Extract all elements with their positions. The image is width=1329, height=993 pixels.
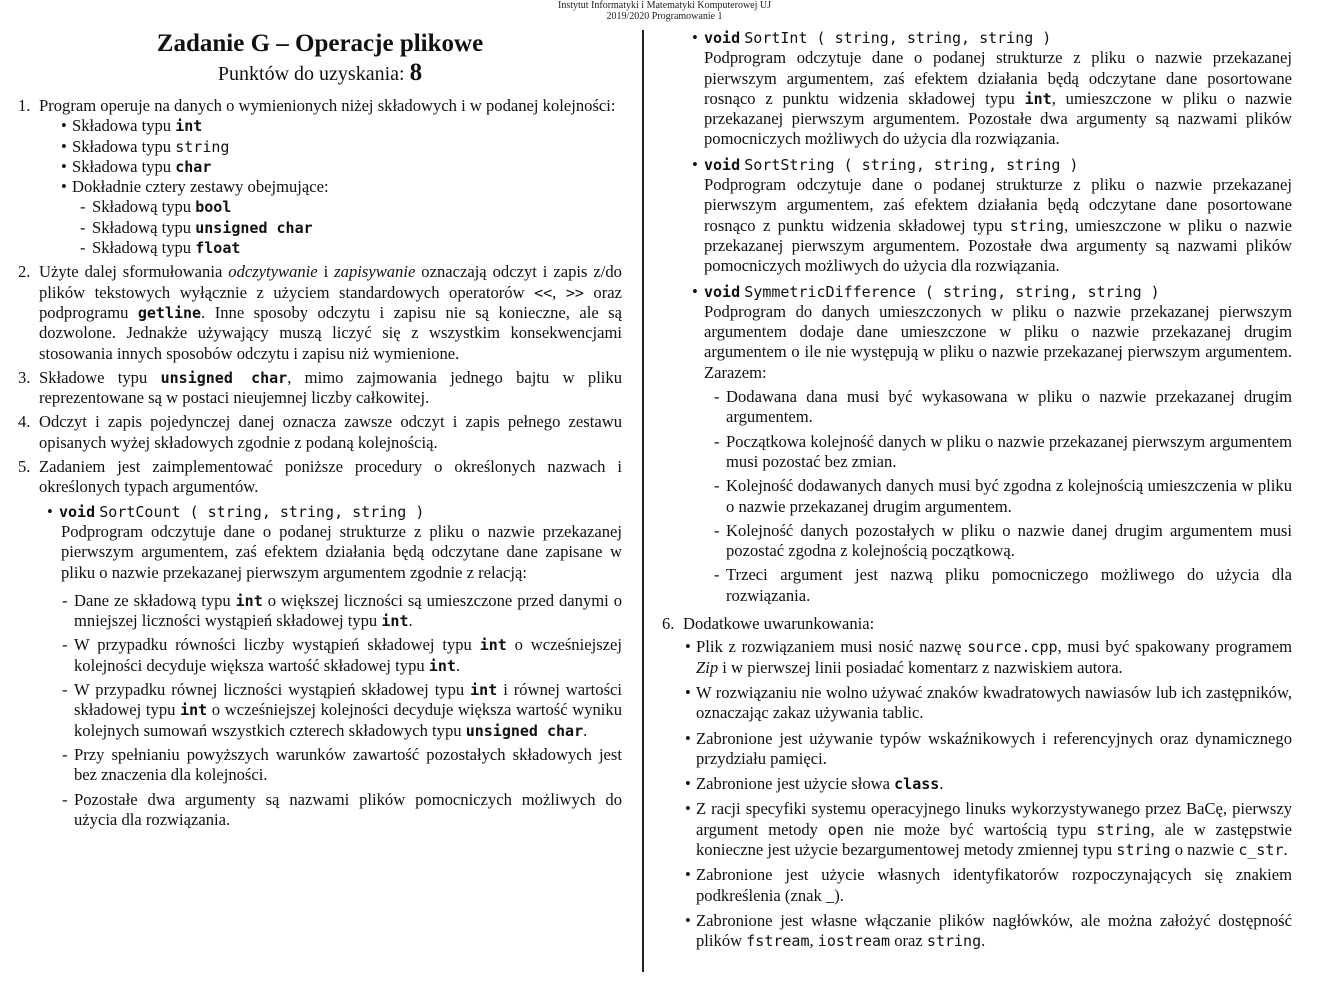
item-1 <box>18 96 622 258</box>
item-2 <box>18 262 622 363</box>
type-name: int <box>381 612 409 631</box>
type-name: string <box>1096 820 1151 839</box>
type-name: int <box>235 591 263 610</box>
keyword: class <box>894 775 940 794</box>
type-name: int <box>428 656 456 675</box>
item-1-sublist <box>59 197 622 258</box>
text: Składowe typu <box>39 367 148 387</box>
points-line <box>18 59 622 88</box>
text: , <box>809 931 814 951</box>
type-name: int <box>470 681 498 700</box>
item-number: 5. <box>18 457 31 477</box>
list-item: • Zabronione jest używanie typów wskaźnikowych i referencyjnych oraz dynamicznego przydziału pamięci. <box>683 729 1292 770</box>
list-item <box>79 197 622 217</box>
procedure-description: Podprogram odczytuje dane o podanej strukturze z pliku o nazwie przekazanej pierwszym argumentem, zaś efektem działania będą odczytane dane zapisane w pliku o nazwie przekazanej pierwszym argumentem zgodnie z relacją: <box>61 521 622 582</box>
type-name: unsigned char <box>465 721 584 740</box>
text: i równej wartości składowej typu <box>74 680 622 720</box>
text: Zabronione jest użycie słowa <box>696 774 890 794</box>
list-item-text: Dokładnie cztery zestawy obejmujące: <box>72 177 329 197</box>
item-6-text: Dodatkowe uwarunkowania: <box>683 614 875 634</box>
list-item: - Dodawana dana musi być wykasowana w pliku o nazwie przekazanej drugim argumentem. <box>713 387 1292 428</box>
list-item <box>683 774 1292 794</box>
text: W przypadku równej liczności wystąpień składowej typu <box>74 680 465 700</box>
text: , <box>552 282 557 302</box>
text: oraz <box>894 931 923 951</box>
procedure-description: Podprogram do danych umieszczonych w pliku o nazwie przekazanej pierwszym argumentem dodaje dane umieszczone w pliku o nazwie przekazanej drugim argumentem o ile nie występują w pliku o nazwie przekazanej pierwszym argumentem. Zarazem: <box>704 301 1292 382</box>
procedure-description <box>692 48 1292 149</box>
header-course: 2019/2020 Programowanie 1 <box>606 11 723 22</box>
list-item: - Przy spełnianiu powyższych warunków zawartość pozostałych składowych jest bez znaczenia dla kolejności. <box>61 745 622 786</box>
signature: SortInt ( string, string, string ) <box>744 29 1052 47</box>
type-name: string <box>1009 216 1065 235</box>
text: o nazwie <box>1174 839 1235 859</box>
right-column <box>662 28 1292 956</box>
item-4 <box>18 412 622 453</box>
text: , musi być spakowany programem <box>1057 637 1292 657</box>
text: , umieszczone w pliku o nazwie przekazanej pierwszym argumentem. Pozostałe dwa argumenty są nazwami plików pomocniczych możliwych do użycia dla rozwiązania. <box>704 215 1292 276</box>
procedure-description <box>692 175 1292 276</box>
file-name: fstream <box>746 932 810 951</box>
list-item <box>59 157 622 177</box>
method-name: c_str <box>1238 840 1284 859</box>
method-name: open <box>827 820 864 839</box>
list-item: - Początkowa kolejność danych w pliku o nazwie przekazanej pierwszym argumentem musi pozostać bez zmian. <box>713 432 1292 473</box>
item-4-text: Odczyt i zapis pojedynczej danej oznacza zawsze odczyt i zapis pełnego zestawu opisanych wyżej składowych zgodnie z podaną kolejnością. <box>39 412 622 452</box>
item-number: 1. <box>18 96 31 115</box>
procedure-signature <box>692 28 1292 48</box>
item-number: 3. <box>18 367 31 387</box>
type-name: float <box>195 239 241 258</box>
type-name: int <box>479 636 507 655</box>
text: . <box>583 720 588 740</box>
procedure-signature <box>47 502 622 522</box>
text: Podprogram odczytuje dane o podanej strukturze z pliku o nazwie przekazanej pierwszym argumentem, zaś efektem działania będą odczytane dane posortowane rosnąco z punktu widzenia składowej typu <box>704 175 1292 235</box>
procedure-signature <box>692 155 1292 175</box>
text: oznaczają odczyt i zapis z/do plików tekstowych wyłącznie z użyciem standardowych operatorów <box>39 262 622 302</box>
emphasis: odczytywanie <box>228 262 318 282</box>
item-3-text <box>39 368 622 409</box>
list-item <box>59 137 622 157</box>
list-item <box>79 218 622 238</box>
list-item <box>61 635 622 676</box>
item-1-list <box>39 116 622 258</box>
list-item: - Kolejność dodawanych danych musi być zgodna z kolejnością umieszczenia w pliku o nazwie przekazanej drugim argumentem. <box>713 476 1292 517</box>
text: Plik z rozwiązaniem musi nosić nazwę <box>696 637 962 657</box>
code: >> <box>565 283 584 302</box>
list-item: - Trzeci argument jest nazwą pliku pomocniczego możliwego do użycia dla rozwiązania. <box>713 565 1292 606</box>
list-item-text: Składowa typu <box>72 136 172 156</box>
text: Zabronione jest własne włączanie plików nagłówków, ale można założyć dostępność plików <box>696 910 1292 951</box>
type-name: string <box>175 137 230 156</box>
procedure-sortstring <box>662 155 1292 277</box>
file-name: iostream <box>817 932 891 951</box>
file-name: string <box>926 932 982 951</box>
keyword: void <box>704 155 741 174</box>
points-label: Punktów do uzyskania: <box>217 63 405 85</box>
list-item: • Zabronione jest użycie własnych identyfikatorów rozpoczynających się znakiem podkreślenia (znak _). <box>683 865 1292 906</box>
list-item <box>59 116 622 136</box>
item-3 <box>18 368 622 409</box>
type-name: bool <box>195 198 232 217</box>
relation-list <box>47 591 622 830</box>
emphasis: zapisywanie <box>334 262 416 282</box>
type-name: unsigned char <box>195 218 313 237</box>
procedure-signature <box>692 282 1292 302</box>
page-header <box>0 0 1329 22</box>
list-item: - Kolejność danych pozostałych w pliku o nazwie danej drugim argumentem musi pozostać zgodna z kolejnością początkową. <box>713 521 1292 562</box>
text: , ale w zastępstwie konieczne jest użycie bezargumentowej metody zmiennej typu <box>696 819 1293 859</box>
type-name: string <box>1116 840 1171 859</box>
type-name: int <box>175 117 203 136</box>
signature: SortString ( string, string, string ) <box>744 155 1079 174</box>
item-number: 2. <box>18 262 31 282</box>
list-item <box>61 680 622 741</box>
signature: SortCount ( string, string, string ) <box>99 502 425 521</box>
text: , umieszczone w pliku o nazwie przekazanej pierwszym argumentem. Pozostałe dwa argumenty są nazwami plików pomocniczych możliwych do użycia dla rozwiązania. <box>704 88 1292 149</box>
signature: SymmetricDifference ( string, string, string ) <box>744 282 1160 301</box>
header-institute: Instytut Informatyki i Matematyki Komputerowej UJ <box>557 0 772 11</box>
text: o większej liczności są umieszczone przed danymi o mniejszej liczności wystąpień składowej typu <box>74 590 622 631</box>
type-name: char <box>175 157 212 176</box>
list-item <box>683 799 1292 860</box>
text: Z racji specyfiki systemu operacyjnego linuks wykorzystywanego przez BaCę, pierwszy argument metody <box>696 799 1292 839</box>
list-item: - Pozostałe dwa argumenty są nazwami plików pomocniczych możliwych do użycia dla rozwiązania. <box>61 790 622 831</box>
code: getline <box>137 303 202 322</box>
list-item-text: Składowa typu <box>72 116 172 136</box>
item-number: 6. <box>662 614 675 634</box>
text: . <box>939 774 944 794</box>
item-5 <box>18 457 622 830</box>
emphasis: Zip <box>696 657 719 677</box>
keyword: void <box>704 282 741 301</box>
text: Użyte dalej sformułowania <box>39 262 223 282</box>
list-item <box>683 911 1292 952</box>
text: nie może być wartością typu <box>873 819 1087 839</box>
text: Dane ze składową typu <box>74 590 231 610</box>
keyword: void <box>59 502 96 521</box>
text: , mimo zajmowania jednego bajtu w pliku reprezentowane są w postaci nieujemnej liczby całkowitej. <box>39 367 623 408</box>
procedure-sortcount <box>39 502 622 830</box>
column-divider <box>642 30 644 972</box>
list-item <box>61 591 622 632</box>
procedure-sortint <box>662 28 1292 150</box>
item-1-text: Program operuje na danych o wymienionych niżej składowych i w podanej kolejności: <box>39 96 616 115</box>
item-5-text: Zadaniem jest zaimplementować poniższe procedury o określonych nazwach i określonych typach argumentów. <box>39 457 622 497</box>
text: i w pierwszej linii posiadać komentarz z nazwiskiem autora. <box>722 657 1123 677</box>
list-item: • W rozwiązaniu nie wolno używać znaków kwadratowych nawiasów lub ich zastępników, oznaczając zakaz używania tablic. <box>683 683 1292 724</box>
list-item-text: Składową typu <box>92 238 192 258</box>
list-item <box>79 238 622 258</box>
page-title: Zadanie G – Operacje plikowe <box>156 30 484 57</box>
text: W przypadku równości liczby wystąpień składowej typu <box>74 635 472 655</box>
text: . Inne sposoby odczytu i zapisu nie są konieczne, ale są dozwolone. Jednakże używający muszą liczyć się z wszystkim konsekwencjami stosowania innych sposobów odczytu i zapisu niż wymienione. <box>39 302 622 363</box>
list-item-text: Składową typu <box>92 217 192 237</box>
text: oraz podprogramu <box>39 282 622 322</box>
list-item-text: Składowa typu <box>72 156 172 176</box>
text: o wcześniejszej kolejności decyduje większa wartość wyniku kolejnych sumowań wszystkich czterech składowych typu <box>74 700 623 740</box>
type-name: int <box>180 701 208 720</box>
text: o wcześniejszej kolejności decyduje większa wartość składowej typu <box>74 635 622 675</box>
item-6 <box>662 614 1292 951</box>
item-number: 4. <box>18 412 31 432</box>
keyword: void <box>704 29 741 47</box>
text: i <box>323 262 329 282</box>
item-2-text <box>39 262 622 363</box>
text: . <box>981 931 986 951</box>
list-item <box>683 637 1292 678</box>
type-name: unsigned char <box>160 368 288 387</box>
list-item <box>59 177 622 197</box>
procedure-symmetricdifference <box>662 282 1292 606</box>
list-item-text: Składową typu <box>92 197 192 217</box>
text: Podprogram odczytuje dane o podanej strukturze z pliku o nazwie przekazanej pierwszym argumentem, zaś efektem działania będą odczytane dane posortowane rosnąco z punktu widzenia składowej typu <box>704 48 1292 108</box>
file-name: source.cpp <box>967 638 1058 657</box>
left-column <box>18 28 622 834</box>
item-6-list <box>683 637 1292 951</box>
text: . <box>1283 839 1288 859</box>
text: . <box>455 655 461 675</box>
type-name: int <box>1024 89 1052 108</box>
code: << <box>534 283 553 302</box>
symdiff-conditions <box>692 387 1292 606</box>
text: . <box>408 611 413 631</box>
points-value: 8 <box>409 59 423 86</box>
